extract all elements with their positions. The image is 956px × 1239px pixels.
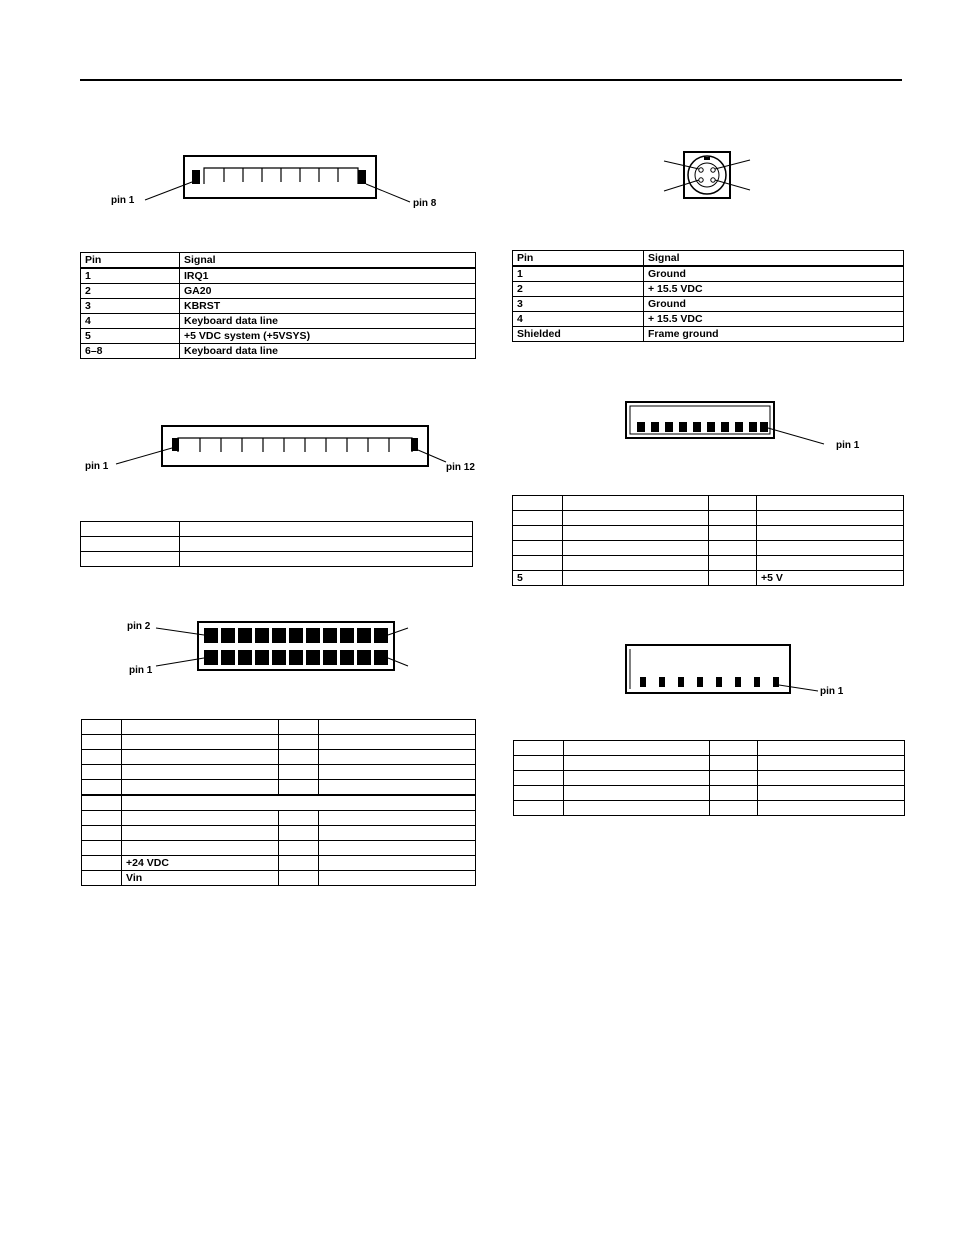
table-row — [513, 511, 904, 526]
cell — [758, 756, 905, 771]
cell — [279, 765, 319, 780]
connector-12pin-diagram — [110, 420, 450, 480]
cell — [122, 841, 279, 856]
header-pin: Pin — [81, 253, 180, 269]
cell — [709, 511, 757, 526]
cell — [710, 771, 758, 786]
cell — [279, 811, 319, 826]
cell — [709, 541, 757, 556]
table-row — [82, 735, 476, 750]
signal-cell — [180, 522, 473, 537]
cell — [319, 750, 476, 765]
table-row — [514, 771, 905, 786]
cell — [82, 856, 122, 871]
table-row — [513, 541, 904, 556]
connector-8pin-table — [513, 740, 905, 816]
cell — [710, 786, 758, 801]
table-row — [81, 284, 476, 299]
cell — [122, 765, 279, 780]
cell — [709, 556, 757, 571]
cell — [514, 741, 564, 756]
cell — [122, 750, 279, 765]
header-signal: Signal — [644, 251, 904, 267]
cell — [564, 741, 710, 756]
cell — [564, 801, 710, 816]
cell — [563, 541, 709, 556]
cell — [122, 795, 476, 811]
connector-22pin-diagram — [150, 618, 420, 678]
cell — [563, 571, 709, 586]
cell: +5 V — [757, 571, 904, 586]
cell — [82, 826, 122, 841]
cell — [319, 871, 476, 886]
signal-cell — [180, 537, 473, 552]
signal-cell: + 15.5 VDC — [644, 312, 904, 327]
table-row — [513, 282, 904, 297]
table-row — [82, 795, 476, 811]
signal-cell: + 15.5 VDC — [644, 282, 904, 297]
cell — [564, 771, 710, 786]
cell — [82, 811, 122, 826]
cell — [319, 826, 476, 841]
cell — [709, 571, 757, 586]
cell — [319, 841, 476, 856]
cell — [758, 786, 905, 801]
cell — [564, 756, 710, 771]
header-signal: Signal — [180, 253, 476, 269]
table-row — [81, 314, 476, 329]
keyboard-connector-diagram — [140, 150, 440, 210]
connector-10pin-table — [512, 495, 904, 586]
table-row — [513, 526, 904, 541]
cell — [514, 786, 564, 801]
table-row — [81, 299, 476, 314]
table-row — [513, 571, 904, 586]
pin-2-label: pin 2 — [127, 621, 151, 632]
pin-cell: 3 — [81, 299, 180, 314]
table-row — [82, 871, 476, 886]
cell — [122, 826, 279, 841]
pin-cell: 1 — [513, 266, 644, 282]
connector-8pin-diagram — [622, 643, 842, 699]
pin-cell: 3 — [513, 297, 644, 312]
cell — [757, 496, 904, 511]
cell — [82, 780, 122, 796]
cell: 5 — [513, 571, 563, 586]
signal-cell: KBRST — [180, 299, 476, 314]
cell — [514, 801, 564, 816]
round-connector-pin-table — [512, 250, 904, 342]
cell — [279, 750, 319, 765]
cell — [513, 526, 563, 541]
table-row — [513, 327, 904, 342]
signal-cell: Keyboard data line — [180, 314, 476, 329]
cell — [710, 741, 758, 756]
signal-cell — [180, 552, 473, 567]
cell — [563, 496, 709, 511]
cell — [82, 750, 122, 765]
pin-1-label: pin 1 — [836, 440, 860, 451]
cell — [757, 556, 904, 571]
connector-22pin-table — [81, 719, 476, 886]
cell — [319, 720, 476, 735]
header-rule — [80, 79, 902, 81]
table-row — [513, 556, 904, 571]
table-row — [513, 297, 904, 312]
cell — [122, 720, 279, 735]
cell — [563, 556, 709, 571]
cell — [710, 801, 758, 816]
cell: Vin — [122, 871, 279, 886]
table-row — [81, 268, 476, 284]
cell — [82, 765, 122, 780]
cell — [757, 541, 904, 556]
table-row — [514, 801, 905, 816]
cell — [758, 801, 905, 816]
cell — [279, 826, 319, 841]
signal-cell: Keyboard data line — [180, 344, 476, 359]
cell: +24 VDC — [122, 856, 279, 871]
table-row — [514, 756, 905, 771]
cell — [513, 556, 563, 571]
cell — [279, 856, 319, 871]
pin-12-label: pin 12 — [446, 462, 475, 473]
pin-cell: 5 — [81, 329, 180, 344]
cell — [758, 741, 905, 756]
table-row — [514, 741, 905, 756]
cell — [82, 720, 122, 735]
pin-cell: Shielded — [513, 327, 644, 342]
cell — [82, 795, 122, 811]
cell — [279, 720, 319, 735]
table-row — [81, 552, 473, 567]
cell — [82, 841, 122, 856]
pin-1-label: pin 1 — [85, 461, 109, 472]
keyboard-pin-table — [80, 252, 476, 359]
table-header-row — [513, 251, 904, 267]
pin-cell — [81, 522, 180, 537]
signal-cell: +5 VDC system (+5VSYS) — [180, 329, 476, 344]
table-row — [513, 312, 904, 327]
pin-cell: 2 — [81, 284, 180, 299]
cell — [279, 780, 319, 796]
table-row — [82, 765, 476, 780]
pin-cell: 1 — [81, 268, 180, 284]
cell — [279, 735, 319, 750]
table-row — [513, 496, 904, 511]
cell — [319, 735, 476, 750]
cell — [564, 786, 710, 801]
pin-cell: 6–8 — [81, 344, 180, 359]
cell — [82, 871, 122, 886]
cell — [709, 496, 757, 511]
table-row — [82, 841, 476, 856]
cell — [319, 856, 476, 871]
table-row — [82, 720, 476, 735]
table-row — [81, 344, 476, 359]
table-row — [82, 826, 476, 841]
table-row — [81, 329, 476, 344]
cell — [709, 526, 757, 541]
connector-10pin-diagram — [620, 400, 840, 450]
cell — [279, 841, 319, 856]
pin-1-label: pin 1 — [820, 686, 844, 697]
signal-cell: GA20 — [180, 284, 476, 299]
table-row — [513, 266, 904, 282]
pin-cell — [81, 552, 180, 567]
round-connector-diagram — [660, 148, 760, 204]
pin-cell — [81, 537, 180, 552]
pin-1-label: pin 1 — [111, 195, 135, 206]
cell — [319, 780, 476, 796]
pin-8-label: pin 8 — [413, 198, 437, 209]
pin-cell: 4 — [81, 314, 180, 329]
cell — [757, 526, 904, 541]
cell — [563, 526, 709, 541]
cell — [279, 871, 319, 886]
cell — [122, 811, 279, 826]
table-header-row — [81, 253, 476, 269]
signal-cell: Ground — [644, 266, 904, 282]
signal-cell: IRQ1 — [180, 268, 476, 284]
cell — [122, 780, 279, 796]
cell — [82, 735, 122, 750]
table-row — [82, 811, 476, 826]
pin-cell: 2 — [513, 282, 644, 297]
cell — [758, 771, 905, 786]
signal-cell: Ground — [644, 297, 904, 312]
header-pin: Pin — [513, 251, 644, 267]
cell — [513, 511, 563, 526]
pin-1-label: pin 1 — [129, 665, 153, 676]
cell — [514, 756, 564, 771]
table-row — [82, 780, 476, 796]
cell — [319, 811, 476, 826]
signal-cell: Frame ground — [644, 327, 904, 342]
cell — [563, 511, 709, 526]
cell — [514, 771, 564, 786]
cell — [319, 765, 476, 780]
table-row — [82, 750, 476, 765]
cell — [122, 735, 279, 750]
cell — [710, 756, 758, 771]
cell — [513, 496, 563, 511]
table-row — [82, 856, 476, 871]
cell — [513, 541, 563, 556]
connector-12pin-table — [80, 521, 473, 567]
table-row — [81, 537, 473, 552]
table-row — [514, 786, 905, 801]
table-row — [81, 522, 473, 537]
pin-cell: 4 — [513, 312, 644, 327]
cell — [757, 511, 904, 526]
